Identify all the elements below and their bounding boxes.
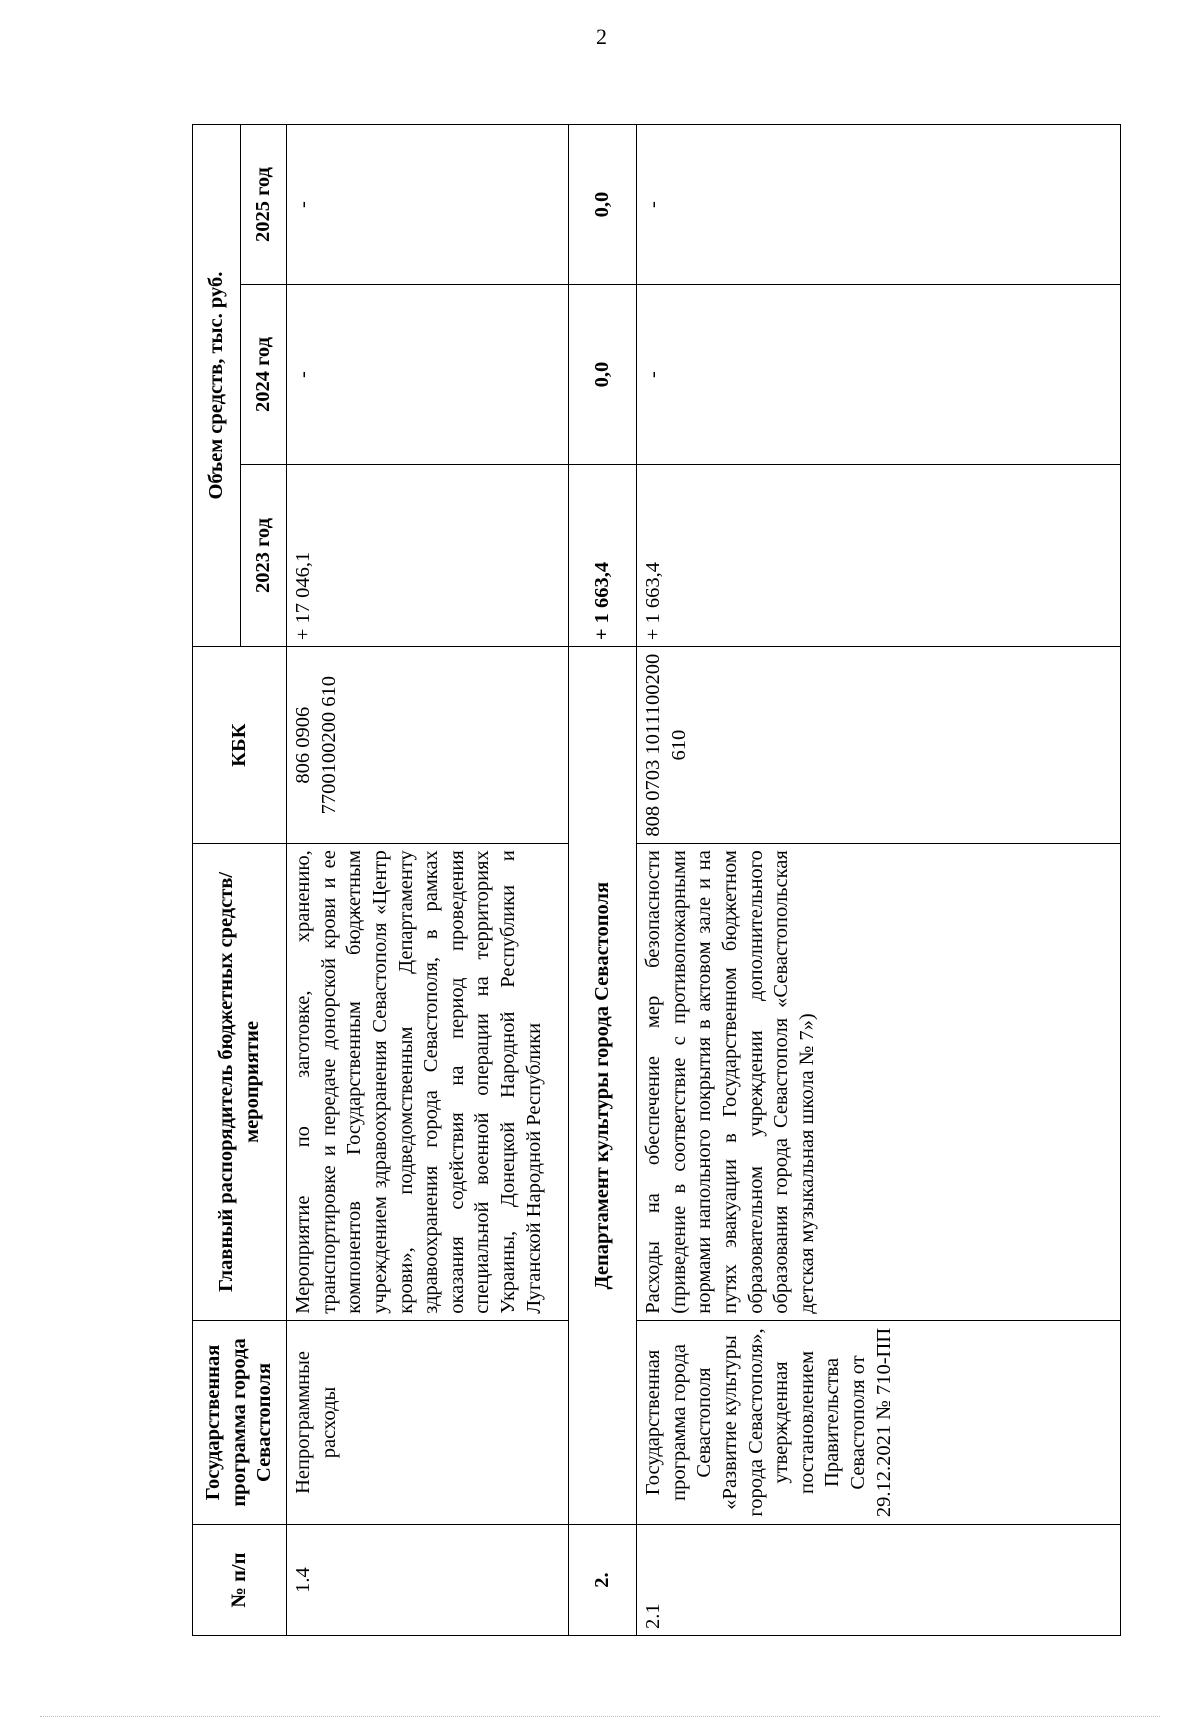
row-2024: 0,0	[569, 285, 637, 465]
table-row	[637, 125, 1121, 1636]
row-2023: + 1 663,4	[637, 464, 1121, 646]
row-2025: 0,0	[569, 125, 637, 285]
row-2025: -	[287, 125, 569, 285]
row-kbk: 808 0703 1011100200 610	[637, 647, 1121, 844]
row-2025: -	[637, 125, 1121, 285]
budget-table	[192, 124, 1121, 1636]
row-num: 2.	[569, 1525, 637, 1636]
header-volume: Объем средств, тыс. руб.	[193, 125, 241, 647]
row-activity: Расходы на обеспечение мер безопасности (приведение в соответствие с противопожарными нормами напольного покрытия в актовом зале и на путях эвакуации в Государственном бюджетном образовательном учреждении дополнительного образования города Севастополя «Севастопольская детская музыкальная школа № 7»)	[637, 844, 1121, 1321]
row-num: 2.1	[637, 1525, 1121, 1636]
header-kbk: КБК	[193, 647, 287, 844]
header-2025: 2025 год	[241, 125, 287, 285]
header-num: № п/п	[193, 1525, 287, 1636]
department-row	[569, 125, 637, 1636]
row-program: Непрограммные расходы	[287, 1320, 569, 1524]
header-program: Государственная программа города Севастополя	[193, 1320, 287, 1524]
row-program: Государственная программа города Севастополя «Развитие культуры города Севастополя», утвержденная постановлением Правительства Севастополя от 29.12.2021 № 710-ПП	[637, 1320, 1121, 1524]
header-2024: 2024 год	[241, 285, 287, 465]
row-num: 1.4	[287, 1525, 569, 1636]
header-manager: Главный распорядитель бюджетных средств/мероприятие	[193, 844, 287, 1321]
department-name: Департамент культуры города Севастополя	[569, 647, 637, 1525]
row-activity: Мероприятие по заготовке, хранению, транспортировке и передаче донорской крови и ее компонентов Государственным бюджетным учреждением здравоохранения Севастополя «Центр крови», подведомственным Департаменту здравоохранения города Севастополя, в рамках оказания содействия на период проведения специальной военной операции на территориях Украины, Донецкой Народной Республики и Луганской Народной Республики	[287, 844, 569, 1321]
rotated-table-wrapper	[192, 124, 1121, 1636]
row-kbk: 806 0906 7700100200 610	[287, 647, 569, 844]
table-row	[287, 125, 569, 1636]
page-number: 2	[596, 24, 607, 49]
scan-edge-line	[40, 1716, 1160, 1718]
row-2023: + 1 663,4	[569, 464, 637, 646]
row-2024: -	[287, 285, 569, 465]
header-2023: 2023 год	[241, 464, 287, 646]
row-2024: -	[637, 285, 1121, 465]
row-2023: + 17 046,1	[287, 464, 569, 646]
